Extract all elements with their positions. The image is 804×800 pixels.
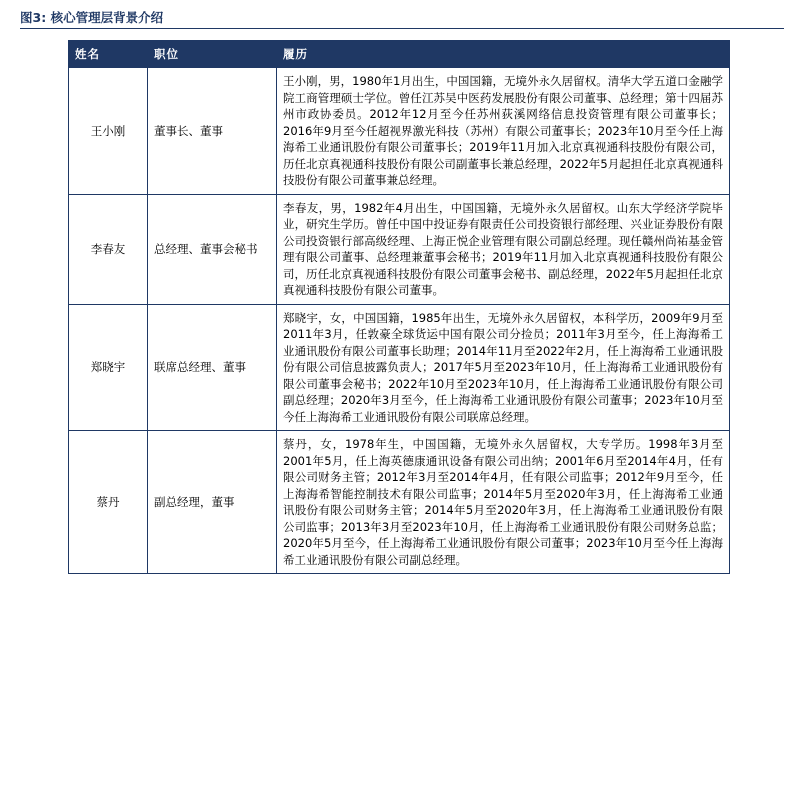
cell-name: 李春友: [69, 194, 148, 304]
cell-name: 郑晓宇: [69, 304, 148, 431]
cell-name: 王小刚: [69, 68, 148, 195]
figure-label: 图3:: [20, 10, 47, 25]
column-header-position: 职位: [148, 41, 277, 68]
table-row: [69, 304, 730, 431]
cell-bio: 蔡丹，女，1978年生，中国国籍，无境外永久居留权，大专学历。1998年3月至2001年5月，任上海英德康通讯设备有限公司出纳；2001年6月至2014年4月，任有限公司财务主管；2012年3月至2014年4月，任有限公司监事；2012年9月至今，任上海海希智能控制技术有限公司监事；2014年5月至2020年3月，任上海海希工业通讯股份有限公司财务主管；2014年5月至2020年3月，任上海海希工业通讯股份有限公司监事；2013年3月至2023年10月，任上海海希工业通讯股份有限公司财务总监；2020年5月至今，任上海海希工业通讯股份有限公司董事；2023年10月至今任上海海希工业通讯股份有限公司副总经理。: [277, 431, 730, 574]
title-divider: [20, 28, 784, 29]
board-table: [68, 40, 730, 574]
column-header-bio: 履历: [277, 41, 730, 68]
cell-bio: 李春友，男，1982年4月出生，中国国籍，无境外永久居留权。山东大学经济学院毕业，研究生学历。曾任中国中投证券有限责任公司投资银行部经理、兴业证券股份有限公司投资银行部高级经理、上海正悦企业管理有限公司副总经理。现任赣州尚祐基金管理有限公司董事、总经理兼董事会秘书；2019年11月加入北京真视通科技股份有限公司，历任北京真视通科技股份有限公司董事会秘书、副总经理，2022年5月起担任北京真视通科技股份有限公司董事。: [277, 194, 730, 304]
cell-position: 联席总经理、董事: [148, 304, 277, 431]
column-header-name: 姓名: [69, 41, 148, 68]
cell-position: 副总经理，董事: [148, 431, 277, 574]
table-row: [69, 431, 730, 574]
table-row: [69, 68, 730, 195]
cell-name: 蔡丹: [69, 431, 148, 574]
figure-title-text: 核心管理层背景介绍: [50, 10, 164, 25]
table-header-row: [69, 41, 730, 68]
figure-title: [20, 8, 163, 26]
cell-bio: 王小刚，男，1980年1月出生，中国国籍，无境外永久居留权。清华大学五道口金融学院工商管理硕士学位。曾任江苏吴中医药发展股份有限公司董事、总经理；第十四届苏州市政协委员。2012年12月至今任苏州荻溪网络信息投资管理有限公司董事长；2016年9月至今任超视界激光科技（苏州）有限公司董事长；2023年10月至今任上海海希工业通讯股份有限公司董事长；2019年11月加入北京真视通科技股份有限公司，历任北京真视通科技股份有限公司副董事长兼总经理，2022年5月起担任北京真视通科技股份有限公司董事兼总经理。: [277, 68, 730, 195]
cell-bio: 郑晓宇，女，中国国籍，1985年出生，无境外永久居留权，本科学历，2009年9月至2011年3月，任敦豪全球货运中国有限公司分捡员；2011年3月至今，任上海海希工业通讯股份有限公司董事长助理；2014年11月至2022年2月，任上海海希工业通讯股份有限公司信息披露负责人；2017年5月至2023年10月，任上海海希工业通讯股份有限公司董事会秘书；2022年10月至2023年10月，任上海海希工业通讯股份有限公司副总经理；2020年3月至今，任上海海希工业通讯股份有限公司董事；2023年10月至今任上海海希工业通讯股份有限公司联席总经理。: [277, 304, 730, 431]
board-table-wrapper: [68, 40, 730, 574]
cell-position: 总经理、董事会秘书: [148, 194, 277, 304]
table-row: [69, 194, 730, 304]
cell-position: 董事长、董事: [148, 68, 277, 195]
